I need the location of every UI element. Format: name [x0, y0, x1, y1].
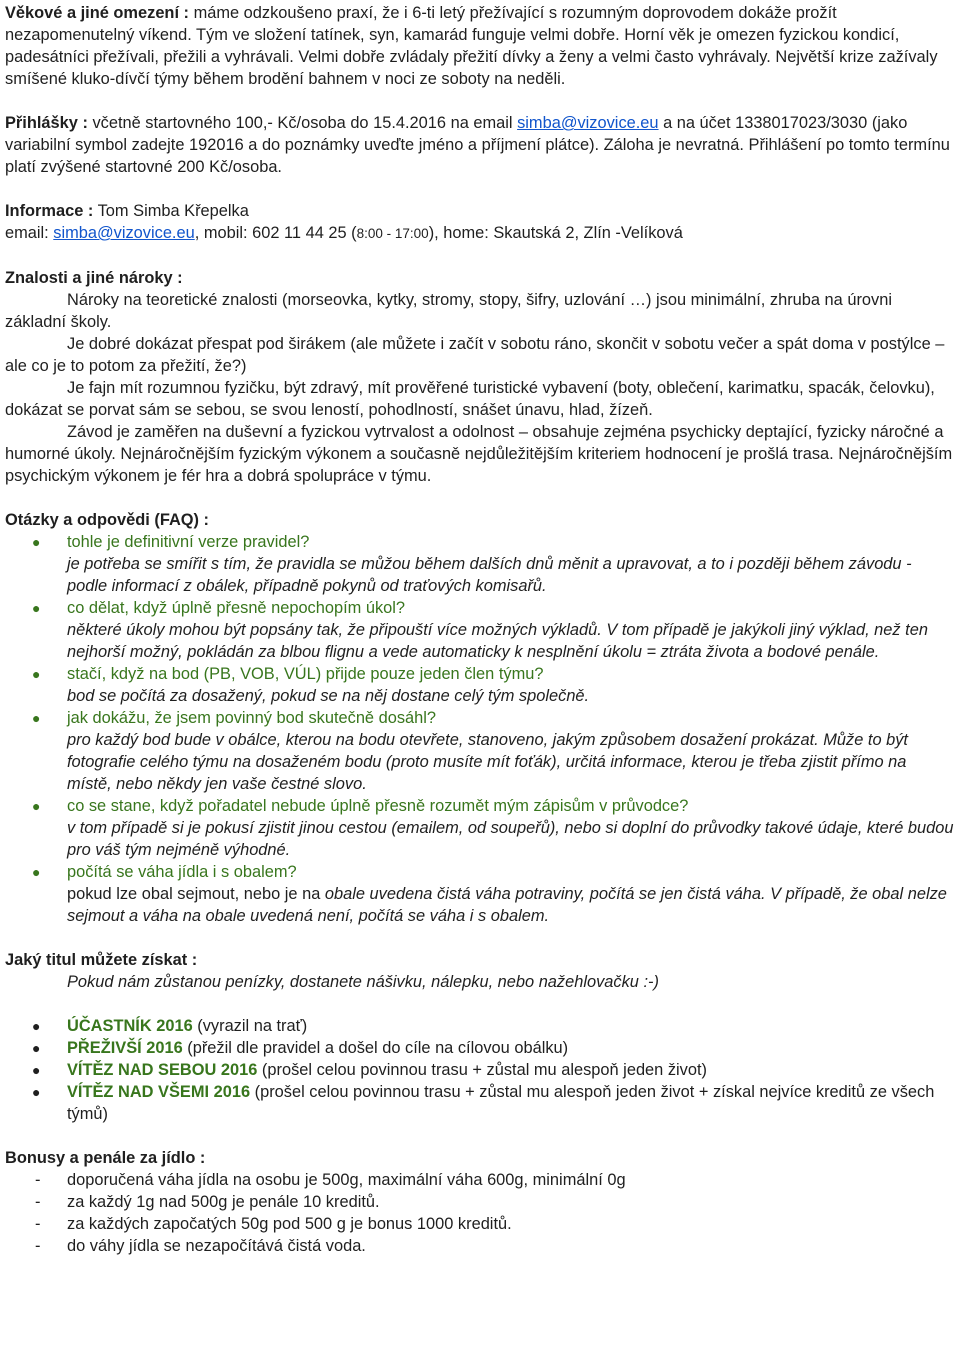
dash-marker: - [35, 1215, 41, 1233]
faq-answer: v tom případě si je pokusí zjistit jinou cestou (emailem, od soupeřů), nebo si doplní do průvodky takové údaje, které budou pro váš tým nejméně výhodné. [67, 819, 954, 859]
registration-text-2: a na účet 1338017023/3030 (jako variabilní symbol zadejte 192016 a do poznámky uveďte jméno a příjmení plátce). Záloha je nevratná. Přihlášení po tomto termínu platí zvýšené startovné 200 Kč/osoba. [5, 114, 950, 176]
info-email-link[interactable]: simba@vizovice.eu [53, 224, 195, 242]
faq-question: počítá se váha jídla i s obalem? [67, 863, 297, 881]
age-limits-text: máme odzkoušeno praxí, že i 6-ti letý přežívající s rozumným doprovodem dokáže prožít nezapomenutelný víkend. Tým ve složení tatínek, syn, kamarád funguje velmi dobře. Horní věk je omezen fyzickou kondicí, padesátníci přežívali, přežili a vyhrávali. Velmi dobře zvládaly přežití dívky a ženy a velmi často vyhrávaly. Největší krize zažívaly smíšené kluko-dívčí týmy během brodění bahnem v noci ze soboty na neděli. [5, 4, 938, 88]
faq-item [5, 597, 955, 663]
info-name: Tom Simba Křepelka [93, 202, 249, 220]
title-heading: Jaký titul můžete získat : [5, 951, 198, 969]
faq-question: jak dokážu, že jsem povinný bod skutečně dosáhl? [67, 709, 437, 727]
bonus-text: za každý 1g nad 500g je penále 10 kreditů. [67, 1193, 380, 1211]
bonus-item [5, 1213, 955, 1235]
faq-heading: Otázky a odpovědi (FAQ) : [5, 511, 209, 529]
bullet-icon: ● [32, 1018, 41, 1034]
faq-list [5, 531, 955, 927]
faq-answer [67, 883, 955, 927]
title-item [5, 1081, 955, 1125]
bullet-icon: ● [32, 600, 41, 616]
title-item [5, 1015, 955, 1037]
title-name: PŘEŽIVŠÍ 2016 [67, 1039, 183, 1057]
title-list [5, 1015, 955, 1125]
faq-question: stačí, když na bod (PB, VOB, VÚL) přijde pouze jeden člen týmu? [67, 665, 544, 683]
bullet-icon: ● [32, 864, 41, 880]
faq-question: tohle je definitivní verze pravidel? [67, 533, 310, 551]
knowledge-paragraph-2: Je dobré dokázat přespat pod širákem (ale můžete i začít v sobotu ráno, skončit v sobotu večer a spát doma v postýlce – ale co je to potom za přežití, že?) [5, 335, 945, 375]
registration-email-link[interactable]: simba@vizovice.eu [517, 114, 659, 132]
bullet-icon: ● [32, 534, 41, 550]
title-desc: (prošel celou povinnou trasu + zůstal mu alespoň jeden život + získal nejvíce kreditů ze všech týmů) [67, 1083, 935, 1123]
title-name: VÍTĚZ NAD VŠEMI 2016 [67, 1083, 251, 1101]
dash-marker: - [35, 1193, 41, 1211]
faq-answer: je potřeba se smířit s tím, že pravidla se můžou během dalších dnů měnit a upravovat, a to i později během závodu - podle informací z obálek, případně pokynů od traťových komisařů. [67, 555, 912, 595]
knowledge-paragraph-1: Nároky na teoretické znalosti (morseovka, kytky, stromy, stopy, šifry, uzlování …) jsou minimální, zhruba na úrovni základní školy. [5, 291, 892, 331]
bonus-list [5, 1169, 955, 1257]
faq-item [5, 707, 955, 795]
knowledge-paragraph-3: Je fajn mít rozumnou fyzičku, být zdravý, mít prověřené turistické vybavení (boty, oblečení, karimatku, spacák, čelovku), dokázat se porvat sám se sebou, se svou leností, pohodlností, snášet únavu, hlad, žízeň. [5, 379, 935, 419]
dash-marker: - [35, 1237, 41, 1255]
document-page [5, 2, 955, 1257]
info-heading: Informace : [5, 202, 94, 220]
info-mobile-before: , mobil: 602 11 44 25 ( [194, 224, 357, 242]
age-limits-heading: Věkové a jiné omezení : [5, 4, 190, 22]
registration-paragraph [5, 112, 955, 178]
bonus-heading: Bonusy a penále za jídlo : [5, 1149, 206, 1167]
title-desc: (přežil dle pravidel a došel do cíle na cílovou obálku) [182, 1039, 569, 1057]
knowledge-heading: Znalosti a jiné nároky : [5, 269, 183, 287]
bullet-icon: ● [32, 1040, 41, 1056]
bullet-icon: ● [32, 710, 41, 726]
info-line-1 [5, 200, 955, 222]
faq-answer-italic: obale uvedena čistá váha potraviny, počítá se jen čistá váha. V případě, že obal nelze sejmout a váha na obale uvedená není, počítá se váha i s obalem. [67, 885, 947, 925]
registration-text-1: včetně startovného 100,- Kč/osoba do 15.4.2016 na email [87, 114, 518, 132]
title-desc: (vyrazil na trať) [192, 1017, 308, 1035]
faq-question: co se stane, když pořadatel nebude úplně přesně rozumět mým zápisům v průvodce? [67, 797, 689, 815]
bonus-text: doporučená váha jídla na osobu je 500g, maximální váha 600g, minimální 0g [67, 1171, 626, 1189]
faq-answer: některé úkoly mohou být popsány tak, že připouští více možných výkladů. V tom případě je jakýkoli jiný výklad, než ten nejhorší možný, pokládán za blbou flignu a vede automaticky k nesplnění úkolu = ztráta života a bodové penále. [67, 621, 928, 661]
bullet-icon: ● [32, 666, 41, 682]
bullet-icon: ● [32, 1062, 41, 1078]
bonus-item [5, 1169, 955, 1191]
knowledge-paragraph-4: Závod je zaměřen na duševní a fyzickou vytrvalost a odolnost – obsahuje zejména psychicky deptající, fyzicky náročné a humorné úkoly. Nejnáročnějším fyzickým výkonem a současně nejdůležitějším kriteriem hodnocení je prošlá trasa. Nejnáročnějším psychickým výkonem je fér hra a dobrá spolupráce v týmu. [5, 423, 953, 485]
info-line-2 [5, 222, 955, 245]
registration-heading: Přihlášky : [5, 114, 88, 132]
bonus-item [5, 1235, 955, 1257]
faq-answer-plain: pokud lze obal sejmout, nebo je na [67, 885, 325, 903]
info-email-label: email: [5, 224, 54, 242]
bonus-text: do váhy jídla se nezapočítává čistá voda. [67, 1237, 366, 1255]
title-name: ÚČASTNÍK 2016 [67, 1017, 193, 1035]
faq-item [5, 663, 955, 707]
bullet-icon: ● [32, 1084, 41, 1100]
bullet-icon: ● [32, 798, 41, 814]
title-desc: (prošel celou povinnou trasu + zůstal mu alespoň jeden život) [257, 1061, 708, 1079]
info-hours: 8:00 - 17:00 [356, 226, 429, 241]
faq-answer: pro každý bod bude v obálce, kterou na bodu otevřete, stanoveno, jakým způsobem dosažení prokázat. Může to být fotografie celého týmu na dosaženém bodu (proto musíte mít foťák), určitá informace, kterou je třeba zjistit přímo na místě, nebo někdy jen vaše čestné slovo. [67, 731, 908, 793]
faq-item [5, 861, 955, 927]
dash-marker: - [35, 1171, 41, 1189]
bonus-text: za každých započatých 50g pod 500 g je bonus 1000 kreditů. [67, 1215, 512, 1233]
title-name: VÍTĚZ NAD SEBOU 2016 [67, 1061, 258, 1079]
title-item [5, 1059, 955, 1081]
info-mobile-after: ), home: Skautská 2, Zlín -Velíková [428, 224, 683, 242]
age-limits-paragraph [5, 2, 955, 90]
title-item [5, 1037, 955, 1059]
faq-question: co dělat, když úplně přesně nepochopím úkol? [67, 599, 406, 617]
bonus-item [5, 1191, 955, 1213]
title-intro: Pokud nám zůstanou penízky, dostanete nášivku, nálepku, nebo nažehlovačku :-) [67, 973, 659, 991]
faq-item [5, 795, 955, 861]
faq-answer: bod se počítá za dosažený, pokud se na něj dostane celý tým společně. [67, 687, 590, 705]
faq-item [5, 531, 955, 597]
